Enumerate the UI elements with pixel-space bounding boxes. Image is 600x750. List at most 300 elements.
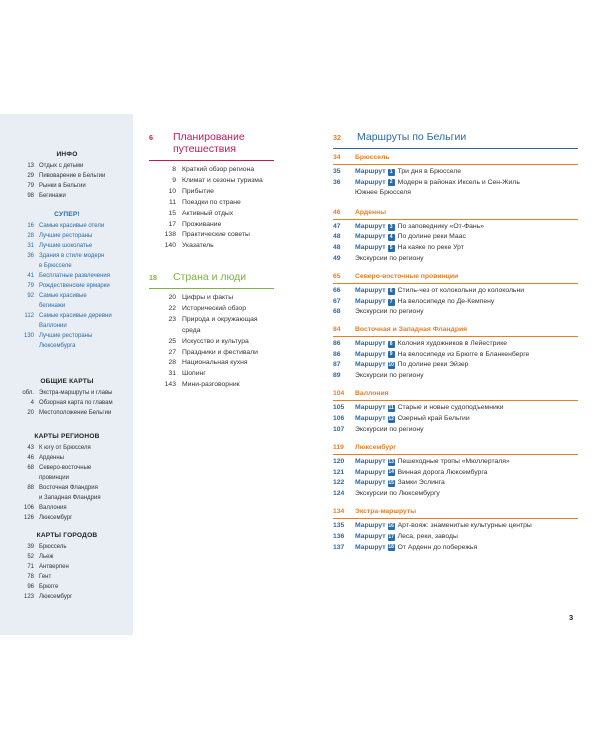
entry-page-number [6,321,39,331]
route-keyword: Маршрут [355,404,386,412]
entry-text: Стиль-чез от колокольни до колокольни [397,287,525,295]
entry-page-number: 9 [172,176,176,184]
route-entry[interactable] [333,532,578,543]
route-region [333,325,578,381]
sidebar-section-title: ОБЩИЕ КАРТЫ [40,378,94,385]
entry-page-number: 123 [23,594,34,600]
entry-text: На каяке по реке Урт [397,243,464,251]
sidebar-entry[interactable] [6,311,128,321]
entry-text: Три дня в Брюсселе [397,168,462,175]
toc-entry[interactable] [149,198,274,209]
country-section [149,271,274,391]
entry-text: Бесплатные развлечения [39,273,111,279]
route-keyword: Маршрут [355,168,386,175]
route-entry[interactable] [333,178,578,189]
entry-page-number: 36 [333,178,341,186]
region-name: Валлония [355,390,389,398]
sidebar-entry[interactable] [6,493,128,503]
entry-text: Винная дорога Люксембурга [397,468,488,476]
routes-list [333,153,578,553]
route-keyword: Маршрут [355,222,386,230]
toc-entry[interactable] [149,293,274,304]
entry-page-number: 15 [168,209,176,217]
route-number-badge: 12 [388,415,394,422]
route-entry[interactable] [333,339,578,350]
route-entry[interactable] [333,414,578,425]
entry-page-number: 71 [27,564,34,570]
sidebar-entry[interactable] [6,483,128,493]
toc-entry[interactable] [149,241,274,252]
region-header[interactable] [333,507,578,517]
route-number-badge: 2 [388,179,395,186]
country-page-number: 18 [149,273,157,282]
route-entry[interactable] [333,468,578,479]
entry-page-number: 43 [27,445,34,451]
sidebar-entry[interactable] [6,562,128,572]
entry-text: Колония художников в Лейестрике [397,339,508,347]
route-number-badge: 17 [388,533,394,540]
entry-page-number: 98 [27,193,34,199]
entry-page-number: 66 [333,287,341,295]
route-entry[interactable] [333,188,578,199]
entry-page-number: 68 [333,308,341,316]
sidebar-section-title: КАРТЫ РЕГИОНОВ [34,433,100,440]
route-keyword: Маршрут [355,414,386,422]
entry-text: Отдых с детьми [39,163,84,169]
entry-text: Праздники и фестивали [182,348,258,356]
region-rule [333,400,578,401]
sidebar-entry[interactable] [6,171,128,181]
route-entry[interactable] [333,232,578,243]
route-number-badge: 4 [388,234,395,241]
entry-page-number: 25 [168,337,176,345]
entry-page-number: 130 [23,333,34,339]
sidebar-entry[interactable] [6,542,128,552]
region-name: Экстра-маршруты [355,508,417,516]
toc-entry[interactable] [149,304,274,315]
toc-entry[interactable] [149,176,274,187]
entry-page-number: 47 [333,222,341,230]
route-entry[interactable] [333,243,578,254]
entry-text: Лучшие рестораны [39,333,93,339]
route-keyword: Маршрут [355,543,386,551]
entry-page-number: 20 [27,410,34,416]
country-list [149,293,274,391]
entry-page-number [6,493,39,503]
route-region [333,153,578,199]
entry-text: Восточная Фландрия [39,485,98,491]
entry-page-number: 106 [333,414,345,422]
entry-text: Лучшие шоколатье [39,243,93,249]
sidebar-entry[interactable] [6,281,128,291]
sidebar-entry[interactable] [6,592,128,602]
entry-text: Старые и новые судоподъемники [397,404,504,412]
entry-text: К югу от Брюсселя [39,445,91,451]
route-region [333,272,578,318]
route-entry[interactable] [333,371,578,382]
sidebar-entry[interactable] [6,463,128,473]
region-name: Брюссель [355,154,390,161]
toc-entry[interactable] [149,337,274,348]
entry-page-number: 86 [333,339,341,347]
planning-page-number: 6 [149,133,153,142]
entry-text: Валлония [39,505,67,511]
entry-text: Лучшие рестораны [39,233,93,239]
entry-text: Активный отдых [182,209,234,217]
route-entry[interactable] [333,425,578,436]
sidebar-section-cities [6,532,128,602]
entry-text: Здания в стиле модерн [39,253,105,259]
entry-page-number: 16 [27,223,34,229]
route-number-badge: 18 [388,544,394,551]
entry-page-number: 126 [23,515,34,521]
entry-page-number: 36 [27,253,34,259]
toc-entry[interactable] [149,230,274,241]
toc-entry[interactable] [149,165,274,176]
sidebar-entry[interactable] [6,291,128,301]
route-entry[interactable] [333,360,578,371]
entry-text: бегинажи [39,303,66,309]
entry-text: Люксембург [39,515,73,521]
entry-page-number: обл. [22,390,34,396]
country-title[interactable]: Страна и люди [173,271,247,283]
route-keyword: Маршрут [355,533,386,541]
route-keyword: Маршрут [355,350,386,358]
entry-page-number: 20 [168,294,176,301]
entry-page-number [6,341,39,351]
entry-text: Замки Эслинга [397,479,445,487]
entry-page-number: 4 [30,400,34,406]
route-entry[interactable] [333,350,578,361]
entry-page-number: 48 [333,243,341,251]
entry-page-number: 136 [333,533,345,541]
region-header[interactable] [333,389,578,399]
route-entry[interactable] [333,403,578,414]
sidebar-entry[interactable] [6,582,128,592]
entry-text: По долине реки Эйзер [397,361,469,369]
entry-page-number: 52 [27,554,34,560]
region-header[interactable] [333,443,578,453]
routes-title[interactable]: Маршруты по Бельгии [357,131,467,143]
entry-text: Обзорная карта по главам [39,400,113,406]
sidebar-entry[interactable] [6,251,128,261]
entry-page-number: 31 [168,370,176,378]
route-keyword: Маршрут [355,522,386,530]
country-rule [149,288,274,289]
toc-entry[interactable] [149,220,274,231]
entry-page-number: 22 [168,304,176,312]
route-entry[interactable] [333,297,578,308]
entry-page-number: 122 [333,479,345,487]
route-keyword: Маршрут [355,297,386,305]
route-entry[interactable] [333,254,578,265]
sidebar-entry[interactable] [6,221,128,231]
planning-section [149,131,274,252]
route-region [333,389,578,435]
entry-page-number: 49 [333,254,341,262]
entry-page-number: 143 [164,381,176,389]
region-page-number: 65 [333,273,341,281]
sidebar-entry[interactable] [6,331,128,341]
entry-page-number: 46 [27,455,34,461]
sidebar-section-super [6,211,128,351]
entry-page-number: 8 [172,166,176,173]
entry-page-number: 137 [333,543,345,551]
entry-text: Искусство и культура [182,337,249,345]
sidebar-section-title: КАРТЫ ГОРОДОВ [36,532,98,539]
entry-text: На велосипеде из Брюгге в Бланкенберге [397,350,530,358]
route-region [333,507,578,553]
toc-entry[interactable] [149,380,274,391]
route-keyword: Маршрут [355,233,386,241]
route-keyword: Маршрут [355,458,386,466]
sidebar-entry[interactable] [6,572,128,582]
entry-text: Рынки в Бельгии [39,183,86,189]
entry-text: На велосипеде по Де-Кемпену [397,297,495,305]
region-page-number: 46 [333,208,341,216]
entry-text: Исторический обзор [182,304,246,312]
entry-text: Пивоварение в Бельгии [39,173,106,179]
region-header[interactable] [333,272,578,282]
entry-page-number [6,261,39,271]
entry-text: Арденны [39,455,64,461]
route-keyword: Маршрут [355,243,386,251]
entry-page-number: 27 [168,348,176,356]
route-number-badge: 8 [388,341,395,348]
route-number-badge: 13 [388,458,394,465]
sidebar-entry[interactable] [6,473,128,483]
entry-page-number: 23 [168,315,176,323]
sidebar-entry[interactable] [6,321,128,331]
entry-text: Экскурсии по Люксембургу [355,489,440,497]
sidebar-entry[interactable] [6,191,128,201]
entry-text: Озерный край Бельгии [397,414,470,422]
region-rule [333,219,578,220]
entry-page-number: 11 [168,198,176,206]
region-page-number: 119 [333,444,344,452]
entry-text: Шопинг [182,370,206,378]
entry-text: По долине реки Маас [397,233,466,241]
entry-page-number: 78 [27,574,34,580]
entry-page-number: 28 [168,359,176,367]
route-entry[interactable] [333,478,578,489]
region-rule [333,283,578,284]
sidebar-entry[interactable] [6,341,128,351]
entry-text: Люксембург [39,594,73,600]
toc-entry[interactable] [149,326,274,337]
region-header[interactable] [333,325,578,335]
route-region [333,208,578,264]
sidebar-section-info [6,151,128,201]
entry-page-number: 39 [27,544,34,550]
planning-rule [149,160,274,161]
entry-page-number: 92 [27,293,34,299]
entry-text: провинции [39,475,69,481]
entry-page-number: 88 [27,485,34,491]
routes-rule [333,148,578,149]
entry-text: Леса, реки, заводы [397,533,458,541]
entry-page-number: 140 [164,242,176,250]
entry-text: Поездки по стране [182,198,241,206]
entry-page-number: 107 [333,425,345,433]
planning-title[interactable] [173,131,245,155]
route-number-badge: 5 [388,245,395,252]
entry-page-number: 10 [168,187,176,195]
entry-text: Климат и сезоны туризма [182,176,263,184]
sidebar-entry[interactable] [6,408,128,418]
entry-page-number: 48 [333,233,341,241]
toc-entry[interactable] [149,315,274,326]
entry-text: Самые красивые отели [39,223,105,229]
route-number-badge: 16 [388,523,394,530]
route-keyword: Маршрут [355,287,386,295]
route-entry[interactable] [333,457,578,468]
entry-text: Прибытие [182,187,214,195]
sidebar-entry[interactable] [6,181,128,191]
region-rule [333,336,578,337]
entry-text: Антверпен [39,564,69,570]
route-number-badge: 6 [388,288,395,295]
entry-text: Экскурсии по региону [355,254,424,262]
entry-page-number: 120 [333,458,345,466]
planning-header [149,131,274,155]
entry-page-number: 135 [333,522,345,530]
route-keyword: Маршрут [355,479,386,487]
entry-text: Цифры и факты [182,294,234,301]
region-header[interactable] [333,153,578,163]
region-page-number: 134 [333,508,345,516]
toc-entry[interactable] [149,369,274,380]
routes-page-number: 32 [333,133,341,142]
sidebar-entry[interactable] [6,513,128,523]
route-number-badge: 11 [388,405,394,412]
entry-page-number: 124 [333,489,345,497]
route-keyword: Маршрут [355,361,386,369]
sidebar-section-title: СУПЕР! [54,211,80,218]
route-entry[interactable] [333,521,578,532]
entry-text: Местоположение Бельгии [39,410,112,416]
route-number-badge: 14 [388,469,394,476]
entry-text: Брюссель [39,544,67,550]
country-header [149,271,274,283]
route-number-badge: 9 [388,351,395,358]
entry-page-number: 28 [27,233,34,239]
region-name: Люксембург [355,444,397,452]
sidebar-entry[interactable] [6,398,128,408]
route-keyword: Маршрут [355,178,386,186]
toc-entry[interactable] [149,187,274,198]
entry-text: Северо-восточные [39,465,92,471]
entry-text: Проживание [182,220,222,228]
entry-page-number: 87 [333,361,341,369]
route-number-badge: 7 [388,299,395,306]
route-region [333,443,578,499]
sidebar-entry[interactable] [6,301,128,311]
entry-text: Самые красивые деревни [39,313,112,319]
sidebar-section-general [6,378,128,418]
entry-text: Экскурсии по региону [355,308,424,316]
routes-section [333,131,578,553]
route-entry[interactable] [333,286,578,297]
entry-text: Модерн в районах Иксель и Сен-Жиль [397,178,520,186]
route-entry[interactable] [333,489,578,500]
toc-entry[interactable] [149,209,274,220]
entry-page-number [6,473,39,483]
entry-page-number: 29 [27,173,34,179]
entry-page-number: 17 [168,220,176,228]
entry-page-number: 106 [23,505,34,511]
sidebar-entry[interactable] [6,231,128,241]
region-name: Арденны [355,208,387,216]
routes-header [333,131,578,143]
sidebar-entry[interactable] [6,503,128,513]
sidebar-entry[interactable] [6,161,128,171]
sidebar-entry[interactable] [6,271,128,281]
sidebar-entry[interactable] [6,388,128,398]
region-rule [333,454,578,455]
route-entry[interactable] [333,167,578,178]
sidebar-entry[interactable] [6,261,128,271]
entry-page-number: 96 [27,584,34,590]
entry-page-number [149,326,182,337]
region-name: Восточная и Западная Фландрия [355,325,468,333]
page-number: 3 [569,613,574,622]
region-page-number: 84 [333,325,341,333]
entry-text: и Западная Фландрия [39,495,101,501]
entry-page-number: 79 [27,283,34,289]
entry-page-number: 68 [27,465,34,471]
entry-page-number: 79 [27,183,34,189]
route-entry[interactable] [333,543,578,554]
entry-text: Природа и окружающая [182,315,258,323]
route-number-badge: 10 [388,361,394,368]
planning-list [149,165,274,252]
entry-text: Экскурсии по региону [355,425,424,433]
entry-page-number: 67 [333,297,341,305]
entry-text: Валлонии [39,323,67,329]
entry-text: Национальная кухня [182,359,248,367]
sidebar-entry[interactable] [6,241,128,251]
route-keyword: Маршрут [355,339,386,347]
entry-page-number: 138 [164,231,176,239]
region-page-number: 104 [333,390,345,398]
toc-entry[interactable] [149,348,274,359]
entry-text: Люксембурга [39,343,76,349]
sidebar-section-title: ИНФО [56,151,78,158]
sidebar-entry[interactable] [6,453,128,463]
entry-text: Экскурсии по региону [355,371,424,379]
entry-page-number: 41 [27,273,34,279]
entry-text: Арт-вояж: знаменитые культурные центры [397,522,532,530]
entry-text: По заповеднику «От-Фань» [397,222,485,230]
entry-text: Бегинажи [39,193,66,199]
entry-text: Указатель [182,242,214,250]
sidebar-section-regions [6,433,128,523]
entry-page-number: 89 [333,371,341,379]
region-header[interactable] [333,208,578,218]
sidebar-entry[interactable] [6,443,128,453]
entry-page-number: 105 [333,404,345,412]
entry-text: Южнее Брюсселя [355,189,411,197]
entry-text: Рождественские ярмарки [39,283,110,289]
route-number-badge: 3 [388,224,395,231]
route-entry[interactable] [333,222,578,233]
sidebar-entry[interactable] [6,552,128,562]
toc-entry[interactable] [149,358,274,369]
route-entry[interactable] [333,307,578,318]
entry-text: Экстра-маршруты и главы [39,390,113,396]
entry-text: Пешеходные тропы «Мюллерталя» [397,458,510,466]
